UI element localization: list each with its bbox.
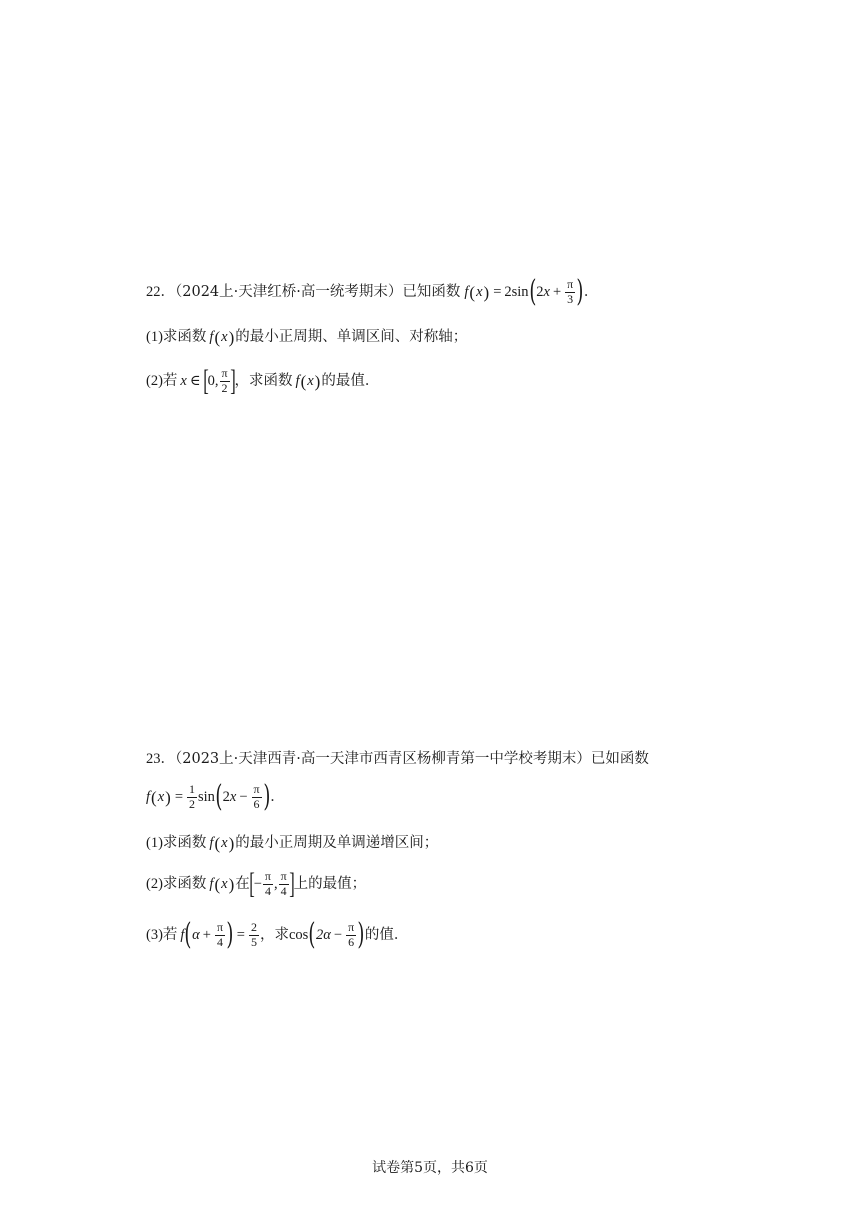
q23-part1-paren-close: ): [228, 833, 235, 853]
q22-part2-paren-open: (: [300, 371, 307, 391]
q22-inner-coef: 2: [536, 283, 544, 300]
q22-part2-f: f: [295, 372, 300, 389]
q23-inner-var: x: [229, 788, 237, 805]
q23-part3-six: 6: [348, 934, 355, 949]
q22-part1-post: 的最小正周期、单调区间、对称轴；: [235, 328, 468, 345]
q22-frac-num: π: [567, 277, 574, 292]
q23-part3-mid: ，求: [259, 926, 289, 943]
q22-part2-x: x: [307, 372, 314, 389]
q22-inner-var: x: [543, 283, 550, 300]
q23-part1-pre: 求函数: [162, 834, 207, 851]
q23-part2-paren-close: ): [228, 874, 235, 894]
q23-part3-two: 2: [250, 920, 257, 935]
q23-inner-op: −: [239, 788, 248, 805]
q23-part2-pre: 求函数: [162, 875, 207, 892]
q23-frac-neg-pi-4: [263, 870, 273, 897]
q23-part1-f: f: [209, 834, 214, 851]
q23-part2-comma: ,: [273, 875, 278, 892]
q23-paren-open: (: [151, 787, 157, 807]
q23-part3-pi6: π: [348, 920, 355, 935]
q23-six-den: 6: [253, 796, 260, 811]
q22-part2-var: x: [180, 372, 187, 389]
page-footer: 试卷第5页，共6页: [372, 1160, 488, 1176]
q22-func-var: x: [476, 283, 483, 300]
q23-part3-label: (3): [146, 926, 163, 943]
q22-part1-label: (1): [146, 328, 163, 345]
q23-function: [146, 776, 285, 818]
q23-part3-paren-close: ): [226, 917, 234, 952]
q23-part2-label: (2): [146, 875, 163, 892]
q22-part1-paren-open: (: [214, 327, 221, 347]
q23-half-den: 2: [189, 796, 195, 811]
q23-part3-cos-paren-open: (: [308, 917, 316, 952]
q22-bracket-close: ]: [229, 364, 236, 397]
q22-bigparen-close: ): [576, 274, 584, 309]
q23-part1-paren-open: (: [214, 833, 221, 853]
q22-part1-x: x: [221, 328, 228, 345]
q23-frac-pi-4: [279, 870, 289, 897]
q23-part2-den1: 4: [264, 883, 271, 898]
q22-part1-f: f: [209, 328, 214, 345]
q23-part3-cos-paren-close: ): [357, 917, 365, 952]
q23-paren-close: ): [165, 787, 171, 807]
q22-func-name: f: [464, 283, 469, 300]
q23-sin: sin: [198, 788, 215, 805]
q22-part1-paren-close: ): [228, 327, 235, 347]
q22-part2-num: π: [221, 366, 228, 381]
q23-part2-mid: 在: [235, 875, 250, 892]
q22-part2-post: 的最值．: [321, 372, 380, 389]
q23-part3-eq: =: [236, 926, 245, 943]
q23-equals: =: [174, 788, 183, 805]
q23-part2-num2: π: [280, 869, 287, 884]
q23-part3: [146, 914, 408, 956]
q23-part2-x: x: [221, 875, 228, 892]
q22-equals: =: [493, 283, 502, 300]
q23-part3-minus: −: [333, 926, 343, 943]
q23-func-var: x: [157, 788, 165, 805]
q22-part2-den: 2: [221, 380, 228, 395]
q23-part3-cos: cos: [288, 926, 309, 943]
q23-bigparen-close: ): [262, 779, 270, 814]
q23-bigparen-open: (: [215, 779, 223, 814]
q22-paren-close: ): [483, 282, 490, 302]
q23-part3-alpha: α: [192, 926, 200, 943]
q23-inner-coef: 2: [222, 788, 230, 805]
q23-part3-2alpha: 2α: [316, 926, 331, 943]
q22-part2-in: ∈: [189, 372, 201, 389]
q23-func-name: f: [146, 788, 151, 805]
q22-number: 22: [146, 283, 161, 300]
q23-part3-five: 5: [250, 934, 257, 949]
q23-part1: [146, 832, 438, 854]
q22-inner-op: +: [552, 283, 562, 300]
q22-part2-mid: ，求函数: [234, 372, 293, 389]
q23-bracket-open: [: [248, 867, 255, 900]
q23-part3-pre: 若: [162, 926, 178, 943]
q23-part2-paren-open: (: [214, 874, 221, 894]
q23-part2: [146, 864, 366, 904]
q22-bigparen-open: (: [528, 274, 536, 309]
q22-part2-paren-close: ): [314, 371, 321, 391]
q23-part2-f: f: [209, 875, 214, 892]
q22-source: ．（2024上·天津红桥·高一统考期末）已知函数: [160, 283, 461, 300]
q22-paren-open: (: [469, 282, 476, 302]
q23-number: 23: [146, 750, 161, 767]
q23-source: ．（2023上·天津西青·高一天津市西青区杨柳青第一中学校考期末）已如函数: [160, 750, 649, 767]
q23-part3-f: f: [180, 926, 185, 943]
q22-part1-pre: 求函数: [162, 328, 207, 345]
q23-frac-half: [187, 783, 197, 810]
q23-part3-frac-2-5: [249, 921, 259, 948]
q23-part1-label: (1): [146, 834, 163, 851]
q23-part1-post: 的最小正周期及单调递增区间；: [235, 834, 439, 851]
q23-part3-plus: +: [202, 926, 211, 943]
q23-part2-neg: −: [253, 875, 262, 892]
q22-part1: [146, 326, 467, 348]
q23-part3-frac-pi-4: [215, 921, 225, 948]
q22-stem: [146, 272, 598, 312]
q23-frac-pi-6: [252, 783, 262, 810]
q22-end: ．: [583, 283, 599, 300]
q22-frac-pi-3: [565, 278, 575, 305]
q22-frac-pi-2: [219, 367, 229, 394]
q23-half-num: 1: [189, 782, 195, 797]
q22-part2-pre: 若: [162, 372, 178, 389]
q23-part3-post: 的值．: [364, 926, 409, 943]
q23-pi-num: π: [253, 782, 260, 797]
q23-part3-frac-pi-6: [346, 921, 356, 948]
q22-part2-label: (2): [146, 372, 163, 389]
q23-part2-num1: π: [264, 869, 271, 884]
q23-end: ．: [270, 788, 285, 805]
q22-part2: [146, 362, 379, 400]
q23-part2-post: 上的最值；: [293, 875, 367, 892]
q23-part3-pi: π: [216, 920, 224, 935]
q22-bracket-open: [: [202, 364, 209, 397]
q23-part3-paren-open: (: [184, 917, 192, 952]
q22-coef-sin: 2sin: [504, 283, 529, 300]
q23-part1-x: x: [221, 834, 228, 851]
q23-bracket-close: ]: [288, 867, 295, 900]
q23-part2-den2: 4: [280, 883, 287, 898]
q22-part2-lo: 0,: [207, 372, 219, 389]
q23-part3-four: 4: [217, 934, 224, 949]
q23-stem: [146, 748, 649, 770]
q22-frac-den: 3: [567, 291, 574, 306]
